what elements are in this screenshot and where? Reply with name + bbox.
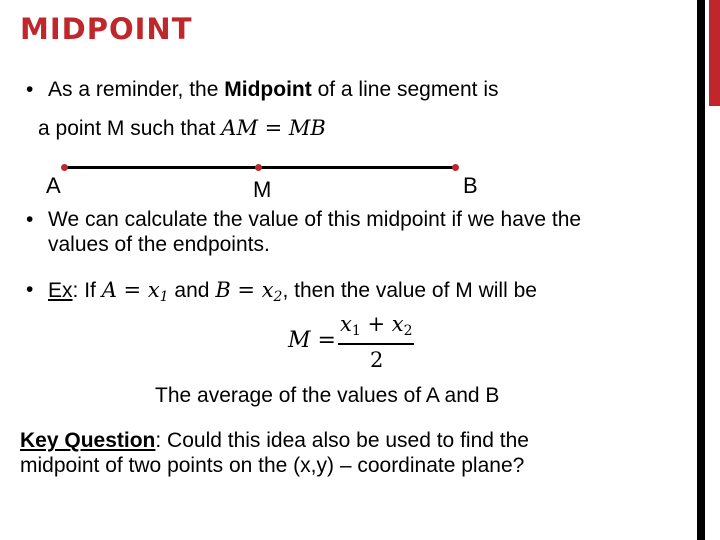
key-question-label: Key Question bbox=[20, 429, 156, 452]
average-caption: The average of the values of A and B bbox=[155, 384, 500, 407]
bullet-3-line bbox=[48, 277, 537, 310]
bullet-marker-3: • bbox=[26, 278, 34, 301]
point-a bbox=[61, 164, 68, 171]
num-plus: + bbox=[360, 312, 392, 336]
example-label: Ex bbox=[48, 279, 73, 302]
if-text: If bbox=[78, 279, 102, 302]
bullet-2-line-2: values of the endpoints. bbox=[48, 233, 270, 256]
bullet-3-tail: , then the value of M will be bbox=[282, 279, 537, 302]
bullet-1-line-1 bbox=[48, 77, 499, 103]
formula-lhs: M = bbox=[288, 328, 336, 353]
bullet-marker-2: • bbox=[26, 208, 34, 231]
key-question-text: : Could this idea also be used to find the bbox=[155, 429, 529, 452]
b-eq-text: B = x bbox=[215, 278, 274, 302]
formula-numerator bbox=[340, 312, 412, 339]
example-colon: : bbox=[72, 279, 79, 302]
b-subscript: 2 bbox=[273, 289, 283, 305]
label-b: B bbox=[463, 173, 478, 198]
midpoint-equation: AM = MB bbox=[221, 116, 326, 140]
key-question-line-2: midpoint of two points on the (x,y) – coordinate plane? bbox=[20, 454, 525, 477]
a-equals-x1 bbox=[101, 278, 169, 305]
bullet-1-text-after: of a line segment is bbox=[311, 78, 499, 101]
b-equals-x2 bbox=[215, 278, 283, 305]
label-a: A bbox=[46, 173, 61, 198]
bullet-marker-1: • bbox=[26, 78, 34, 101]
a-eq-text: A = x bbox=[101, 278, 160, 302]
fraction-bar bbox=[338, 343, 414, 345]
formula-denominator: 2 bbox=[370, 348, 384, 372]
num-x2: x bbox=[391, 312, 404, 336]
point-b bbox=[452, 164, 459, 171]
key-question-line-1 bbox=[20, 428, 529, 454]
point-m bbox=[255, 164, 262, 171]
a-subscript: 1 bbox=[159, 289, 169, 305]
and-text: and bbox=[168, 279, 216, 302]
bullet-2-line-1: We can calculate the value of this midpoint if we have the bbox=[48, 208, 582, 231]
bullet-1-line-2-text: a point M such that bbox=[38, 117, 222, 140]
label-m: M bbox=[253, 177, 272, 202]
num-x1: x bbox=[340, 312, 352, 336]
bullet-1-text: As a reminder, the bbox=[48, 78, 225, 101]
bullet-1-line-2 bbox=[38, 115, 326, 142]
right-edge-accent bbox=[709, 0, 720, 106]
bullet-1-bold: Midpoint bbox=[224, 78, 312, 101]
num-sub1: 1 bbox=[351, 323, 361, 339]
right-edge-bar bbox=[697, 0, 705, 540]
num-sub2: 2 bbox=[403, 323, 413, 339]
slide-title: MIDPOINT bbox=[20, 12, 193, 46]
